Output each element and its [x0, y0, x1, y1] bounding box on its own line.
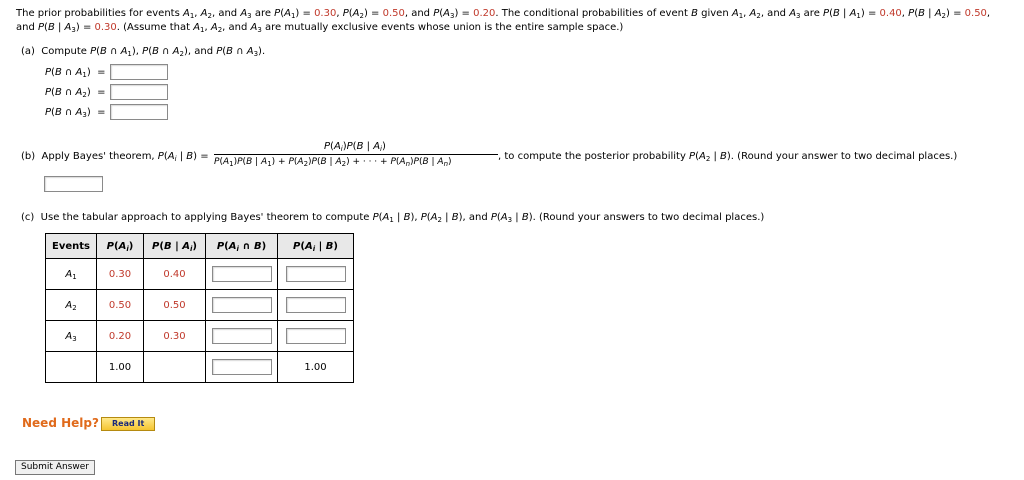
part-c-instruction: (c) Use the tabular approach to applying Bayes' theorem to compute $P(A_1$ | B), $P(A_2$ | B), and $P(A_3$ | B). (Round your answers to two decimal places.): [21, 212, 765, 224]
prior-A3: 0.20: [473, 8, 496, 19]
problem-intro-line2: and P(B | $A_3) = 0.30$. (Assume that $A_1$, $A_2$, and $A_3$ are mutually exclusive events whose union is the entire sample space.): [16, 22, 624, 34]
event-A2: $A_2$: [46, 290, 97, 321]
posterior-cell-A1: [278, 259, 354, 290]
table-row: [46, 290, 354, 321]
problem-intro: The prior probabilities for events $A_1$, $A_2$, and $A_3$ are $P(A_1) = 0.30$, $P(A_2) = 0.50$, and $P(A_3) = 0.20$. The conditional probabilities of event B given $A_1$, $A_2$, and $A_3$ are P(B | $A_1) = 0.40$, P(B | $A_2) = 0.50$,: [16, 8, 991, 20]
table-total-row: [46, 352, 354, 383]
joint-cell-A2: [206, 290, 278, 321]
table-header-row: [46, 234, 354, 259]
joint-cell-A3: [206, 321, 278, 352]
event-A1: $A_1$: [46, 259, 97, 290]
total-prior: 1.00: [97, 352, 144, 383]
read-it-button[interactable]: Read It: [101, 417, 155, 431]
table-cond-A3: 0.30: [144, 321, 206, 352]
posterior-input-A1[interactable]: [286, 266, 346, 282]
total-cond-cell: [144, 352, 206, 383]
submit-answer-button[interactable]: Submit Answer: [15, 460, 95, 475]
joint-cell-A1: [206, 259, 278, 290]
header-events: Events: [46, 234, 97, 259]
joint-input-A2[interactable]: [212, 297, 272, 313]
table-prior-A2: 0.50: [97, 290, 144, 321]
table-prior-A1: 0.30: [97, 259, 144, 290]
part-a-label-3: P(B ∩ $A_3$) =: [45, 107, 106, 119]
posterior-input-A3[interactable]: [286, 328, 346, 344]
bayes-numerator: $P(A_i)P(B$ | $A_i$): [324, 141, 386, 153]
cond-A1: 0.40: [879, 8, 902, 19]
bayes-denominator: $P(A_1)P(B$ | $A_1) + P(A_2)P(B$ | $A_2$) + · · · + $P(A_n)P(B$ | $A_n$): [214, 157, 452, 168]
total-joint-cell: [206, 352, 278, 383]
table-cond-A2: 0.50: [144, 290, 206, 321]
posterior-cell-A3: [278, 321, 354, 352]
total-event-cell: [46, 352, 97, 383]
cond-A3: 0.30: [94, 22, 117, 33]
part-a-label-1: P(B ∩ $A_1$) =: [45, 67, 106, 79]
table-row: [46, 259, 354, 290]
posterior-cell-A2: [278, 290, 354, 321]
prior-A2: 0.50: [382, 8, 405, 19]
total-posterior: 1.00: [278, 352, 354, 383]
part-a-instruction: (a) Compute P(B ∩ $A_1$), P(B ∩ $A_2$), and P(B ∩ $A_3$).: [21, 46, 266, 58]
joint-input-A1[interactable]: [212, 266, 272, 282]
posterior-input-A2[interactable]: [286, 297, 346, 313]
event-A3: $A_3$: [46, 321, 97, 352]
part-b-answer-input[interactable]: [44, 176, 103, 192]
cond-A2: 0.50: [964, 8, 987, 19]
part-b-suffix: , to compute the posterior probability $P(A_2$ | B). (Round your answer to two decimal places.): [498, 151, 958, 163]
header-joint: $P(A_i$ ∩ B): [206, 234, 278, 259]
bayes-table: [45, 233, 354, 383]
prior-A1: 0.30: [314, 8, 337, 19]
table-row: [46, 321, 354, 352]
header-conditional: P(B | $A_i$): [144, 234, 206, 259]
total-joint-input[interactable]: [212, 359, 272, 375]
header-prior: $P(A_i)$: [97, 234, 144, 259]
part-a-label-2: P(B ∩ $A_2$) =: [45, 87, 106, 99]
table-prior-A3: 0.20: [97, 321, 144, 352]
header-posterior: $P(A_i$ | B): [278, 234, 354, 259]
table-cond-A1: 0.40: [144, 259, 206, 290]
part-b-instruction: (b) Apply Bayes' theorem, $P(A_i$ | B) =: [21, 151, 209, 163]
part-a-input-1[interactable]: [110, 64, 168, 80]
part-a-input-2[interactable]: [110, 84, 168, 100]
part-a-input-3[interactable]: [110, 104, 168, 120]
bayes-fraction-line: [214, 154, 498, 155]
joint-input-A3[interactable]: [212, 328, 272, 344]
need-help-label: Need Help?: [22, 416, 99, 430]
